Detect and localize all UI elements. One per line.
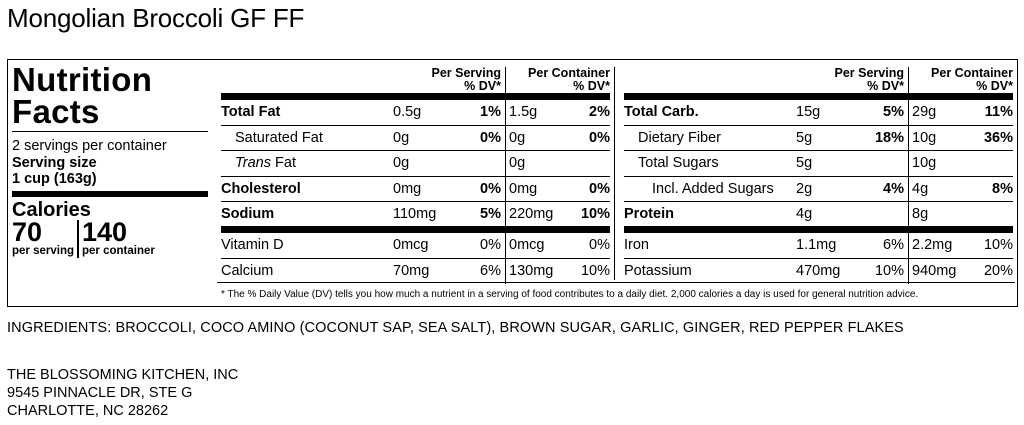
address-line-3: CHARLOTTE, NC 28262: [7, 403, 169, 419]
calories-per-serving-value: 70: [12, 217, 43, 247]
calories-per-serving: [12, 217, 77, 258]
nutrient-name: Incl. Added Sugars: [652, 180, 774, 197]
per-serving-label: Per Serving: [834, 66, 904, 80]
container-dv: 10%: [580, 206, 610, 222]
calories-per-container-value: 140: [82, 217, 128, 247]
thick-divider: [624, 93, 1013, 100]
address-line-2: 9545 PINNACLE DR, STE G: [7, 385, 193, 401]
dv-label: % DV*: [976, 78, 1013, 93]
serving-size-label: Serving size: [12, 155, 97, 171]
per-serving-header: [835, 67, 904, 92]
nutrient-row: [221, 100, 610, 126]
container-dv: 20%: [983, 262, 1013, 279]
nutrient-name: Protein: [624, 206, 674, 222]
serving-amount: 70mg: [393, 262, 430, 279]
nutrient-table-right: [624, 67, 1013, 284]
serving-amount: 0g: [393, 129, 410, 146]
nutrient-name: Dietary Fiber: [638, 129, 721, 146]
serving-amount: 470mg: [796, 262, 841, 279]
nutrient-row: [624, 100, 1013, 126]
serving-amount: 0mg: [393, 180, 422, 197]
per-serving-label: Per Serving: [431, 66, 501, 80]
calories-per-container-label: per container: [82, 245, 155, 257]
column-separator: [614, 67, 615, 280]
serving-amount: 2g: [796, 180, 813, 197]
serving-dv: 6%: [480, 262, 501, 279]
calories-per-container: [77, 217, 158, 258]
container-amount: 29g: [912, 104, 937, 120]
dv-label: % DV*: [573, 78, 610, 93]
nutrient-row: [221, 233, 610, 259]
serving-dv: 6%: [883, 237, 904, 253]
serving-amount: 1.1mg: [796, 237, 837, 253]
nutrient-row: [221, 202, 610, 233]
serving-amount: 110mg: [393, 206, 437, 222]
container-dv: 2%: [589, 104, 610, 120]
column-header: [221, 67, 610, 93]
serving-amount: 4g: [796, 206, 813, 222]
container-dv: 11%: [984, 104, 1013, 120]
container-amount: 130mg: [509, 262, 554, 279]
nutrient-name: Total Fat: [221, 104, 281, 120]
nutrient-name: Cholesterol: [221, 180, 301, 197]
label-left-column: [12, 61, 208, 258]
nutrition-facts-label: [7, 59, 1018, 307]
per-container-header: [528, 67, 610, 92]
container-amount: 0g: [509, 155, 526, 171]
nutrient-row: [624, 151, 1013, 177]
container-amount: 2.2mg: [912, 237, 953, 253]
container-amount: 0mg: [509, 180, 538, 197]
footnote-divider: [217, 282, 1015, 283]
container-dv: 10%: [983, 237, 1013, 253]
nutrient-name: Potassium: [624, 262, 692, 279]
serving-dv: 0%: [480, 129, 501, 146]
per-container-label: Per Container: [528, 66, 610, 80]
container-amount: 10g: [912, 129, 937, 146]
nutrient-row: [221, 259, 610, 285]
nutrient-name: Vitamin D: [221, 237, 284, 253]
serving-amount: 15g: [796, 104, 821, 120]
calories-row: [12, 217, 208, 258]
serving-amount: 5g: [796, 129, 813, 146]
nutrient-name: Total Sugars: [638, 155, 719, 171]
container-amount: 4g: [912, 180, 929, 197]
nutrient-row: [221, 126, 610, 152]
container-amount: 8g: [912, 206, 929, 222]
container-amount: 1.5g: [509, 104, 538, 120]
servings-per-container: 2 servings per container: [12, 138, 167, 154]
nutrient-row: [624, 259, 1013, 285]
container-amount: 220mg: [509, 206, 554, 222]
serving-dv: 5%: [883, 104, 904, 120]
dv-label: % DV*: [867, 78, 904, 93]
dv-label: % DV*: [464, 78, 501, 93]
serving-dv: 0%: [480, 180, 501, 197]
serving-amount: 0.5g: [393, 104, 422, 120]
container-dv: 0%: [589, 237, 610, 253]
container-amount: 10g: [912, 155, 937, 171]
thick-divider: [221, 93, 610, 100]
serving-amount: 0g: [393, 155, 410, 171]
nutrient-name: Sodium: [221, 206, 275, 222]
nutrient-row: [624, 126, 1013, 152]
product-title: Mongolian Broccoli GF FF: [7, 3, 305, 33]
serving-size-value: 1 cup (163g): [12, 171, 97, 187]
nutrition-facts-heading: Nutrition Facts: [12, 61, 153, 130]
serving-dv: 18%: [874, 129, 904, 146]
nutrient-name: Saturated Fat: [235, 129, 323, 146]
thick-divider: [12, 191, 208, 197]
container-dv: 0%: [589, 180, 610, 197]
per-container-label: Per Container: [931, 66, 1013, 80]
serving-dv: 0%: [480, 237, 501, 253]
nutrient-row: [221, 151, 610, 177]
address-line-1: THE BLOSSOMING KITCHEN, INC: [7, 367, 239, 383]
serving-dv: 5%: [480, 206, 501, 222]
container-amount: 0g: [509, 129, 526, 146]
nutrient-name: Trans Fat: [235, 155, 296, 171]
serving-amount: 5g: [796, 155, 813, 171]
serving-amount: 0mcg: [393, 237, 429, 253]
column-divider: [505, 67, 506, 284]
serving-dv: 10%: [874, 262, 904, 279]
nutrient-name: Calcium: [221, 262, 274, 279]
column-header: [624, 67, 1013, 93]
nutrient-name-italic: Trans: [235, 155, 271, 171]
nutrient-row: [221, 177, 610, 203]
nutrient-row: [624, 233, 1013, 259]
serving-dv: 4%: [883, 180, 904, 197]
container-amount: 940mg: [912, 262, 957, 279]
nutrient-table-left: [221, 67, 610, 284]
per-serving-header: [432, 67, 501, 92]
container-dv: 8%: [992, 180, 1013, 197]
container-amount: 0mcg: [509, 237, 545, 253]
container-dv: 36%: [983, 129, 1013, 146]
ingredients-list: INGREDIENTS: BROCCOLI, COCO AMINO (COCONUT SAP, SEA SALT), BROWN SUGAR, GARLIC, GINGER, RED PEPPER FLAKES: [7, 320, 904, 336]
nutrient-row: [624, 202, 1013, 233]
container-dv: 0%: [589, 129, 610, 146]
nutrient-row: [624, 177, 1013, 203]
dv-footnote: * The % Daily Value (DV) tells you how much a nutrient in a serving of food contributes to a daily diet. 2,000 calories a day is used for general nutrition advice.: [221, 289, 919, 300]
nutrient-name: Iron: [624, 237, 649, 253]
calories-per-serving-label: per serving: [12, 245, 74, 257]
nutrient-name: Total Carb.: [624, 104, 699, 120]
divider: [12, 131, 208, 132]
container-dv: 10%: [580, 262, 610, 279]
calories-label: Calories: [12, 199, 91, 221]
manufacturer-address: [7, 366, 238, 420]
serving-dv: 1%: [480, 104, 501, 120]
per-container-header: [931, 67, 1013, 92]
column-divider: [908, 67, 909, 284]
